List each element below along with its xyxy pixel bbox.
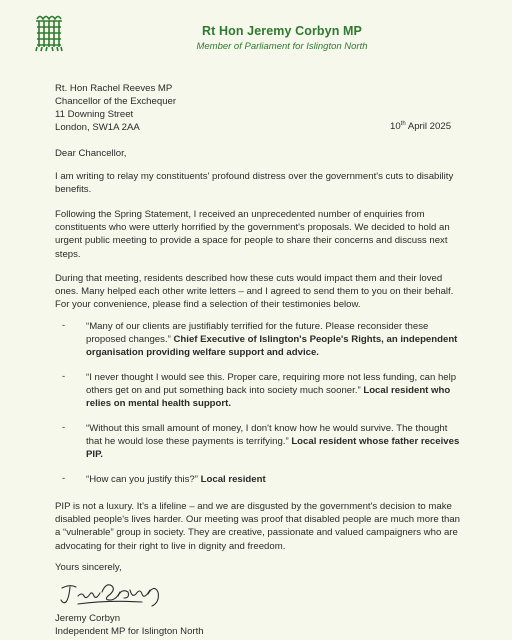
bullet-marker: - — [62, 422, 66, 433]
paragraph-spring-statement: Following the Spring Statement, I received an unprecedented number of enquiries from constituents who were utterly horrified by the government's proposals. We decided to hold an urgent public meeting to provide a space for people to share their concerns and discuss next steps. — [55, 209, 450, 260]
mp-role: Member of Parliament for Islington North — [196, 41, 368, 52]
letter-date — [390, 121, 451, 132]
closing: Yours sincerely, — [55, 562, 122, 573]
testimony-item — [86, 422, 462, 462]
date-suffix: th — [400, 121, 406, 127]
portcullis-icon — [34, 13, 64, 53]
recipient-address — [55, 82, 176, 134]
testimony-item — [86, 320, 462, 360]
testimony-source: Local resident who relies on mental health support. — [86, 385, 451, 410]
letterhead — [160, 24, 404, 52]
testimony-source: Chief Executive of Islington's People's Rights, an independent organisation providing welfare support and advice. — [86, 334, 458, 359]
paragraph-meeting: During that meeting, residents described how these cuts would impact them and their loved ones. Many helped each other write letters – and I agreed to send them to you on their behalf. For your convenience, please find a selection of their testimonies below. — [55, 273, 454, 311]
bullet-marker: - — [62, 320, 66, 331]
testimony-quote: “Many of our clients are justifiably terrified for the future. Please reconsider these proposed changes.” — [86, 321, 429, 346]
testimony-item — [86, 371, 462, 411]
signature — [58, 578, 166, 608]
recipient-city: London, SW1A 2AA — [55, 122, 140, 133]
signer-block — [55, 612, 204, 638]
salutation: Dear Chancellor, — [55, 148, 127, 159]
date-day: 10 — [390, 121, 401, 132]
bullet-marker: - — [62, 371, 66, 382]
recipient-name: Rt. Hon Rachel Reeves MP — [55, 83, 173, 94]
recipient-title: Chancellor of the Exchequer — [55, 96, 177, 107]
bullet-marker: - — [62, 473, 66, 484]
date-month-year: April 2025 — [405, 121, 452, 132]
testimony-quote: “Without this small amount of money, I don't know how he would survive. The thought that he would lose these payments is terrifying.” — [86, 423, 448, 448]
testimony-item — [86, 473, 462, 486]
testimony-source: Local resident whose father receives PIP. — [86, 436, 460, 461]
testimony-source: Local resident — [200, 474, 266, 485]
signer-title: Independent MP for Islington North — [55, 626, 204, 637]
paragraph-pip: PIP is not a luxury. It's a lifeline – and we are disgusted by the government's decision to make disabled people's lives harder. Our meeting was proof that disabled people are much more than a “vulnerable” group in society. They are creative, passionate and valued campaigners who are advocating for their right to live in dignity and freedom. — [55, 501, 461, 552]
testimony-quote: “I never thought I would see this. Proper care, requiring more not less funding, can help others get on and put something back into society much sooner.” — [86, 372, 457, 397]
paragraph-intro: I am writing to relay my constituents' profound distress over the government's cuts to disability benefits. — [55, 171, 454, 196]
testimony-quote: “How can you justify this?” — [86, 474, 198, 485]
mp-name: Rt Hon Jeremy Corbyn MP — [202, 24, 362, 38]
recipient-street: 11 Downing Street — [55, 109, 134, 120]
signer-name: Jeremy Corbyn — [55, 613, 121, 624]
